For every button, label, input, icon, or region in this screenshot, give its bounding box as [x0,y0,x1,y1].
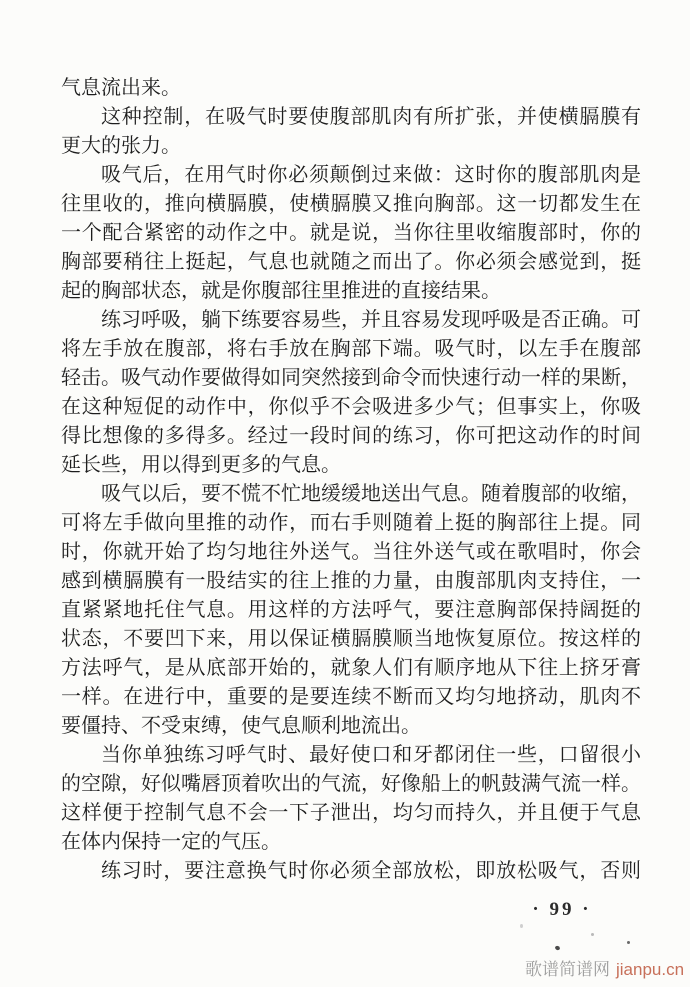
text-line: 吸气后，在用气时你必须颠倒过来做：这时你的腹部肌肉是 [101,164,641,186]
text-line: 直紧紧地托住气息。用这样的方法呼气，要注意胸部保持阔挺的 [61,599,641,621]
watermark-site-url: jianpu.cn [616,960,685,979]
page-text [61,74,641,886]
text-line: 将左手放在腹部，将右手放在胸部下端。吸气时，以左手在腹部 [61,338,641,360]
text-line: 在体内保持一定的气压。 [61,831,281,853]
text-line: 气息流出来。 [61,77,181,99]
text-line: 往里收的，推向横膈膜，使横膈膜又推向胸部。这一切都发生在 [61,193,641,215]
scan-speck [591,933,594,936]
text-line: 这种控制，在吸气时要使腹部肌肉有所扩张，并使横膈膜有 [101,106,641,128]
watermark-site-name: 歌谱简谱网 [525,960,610,979]
text-line: 时，你就开始了均匀地往外送气。当往外送气或在歌唱时，你会 [61,541,641,563]
text-line: 练习呼吸，躺下练要容易些，并且容易发现呼吸是否正确。可 [101,309,641,331]
text-line: 这样便于控制气息不会一下子泄出，均匀而持久，并且便于气息 [61,802,641,824]
text-line: 更大的张力。 [61,135,181,157]
text-line: 轻击。吸气动作要做得如同突然接到命令而快速行动一样的果断， [61,367,641,389]
text-line: 起的胸部状态，就是你腹部往里推进的直接结果。 [61,280,501,302]
text-line: 得比想像的多得多。经过一段时间的练习，你可把这动作的时间 [61,425,641,447]
text-line: 可将左手做向里推的动作，而右手则随着上挺的胸部往上提。同 [61,512,641,534]
text-line: 当你单独练习呼气时、最好使口和牙都闭住一些，口留很小 [101,744,641,766]
text-line: 一个配合紧密的动作之中。就是说，当你往里收缩腹部时，你的 [61,222,641,244]
text-line: 练习时，要注意换气时你必须全部放松，即放松吸气，否则 [101,860,641,882]
text-line: 感到横膈膜有一股结实的往上推的力量，由腹部肌肉支持住，一 [61,570,641,592]
scan-speck [627,941,630,944]
text-line: 方法呼气，是从底部开始的，就象人们有顺序地从下往上挤牙膏 [61,657,641,679]
scan-speck [554,945,560,951]
text-line: 胸部要稍往上挺起，气息也就随之而出了。你必须会感觉到，挺 [61,251,641,273]
text-line: 要僵持、不受束缚，使气息顺利地流出。 [61,715,421,737]
scan-speck [520,924,523,928]
text-line: 在这种短促的动作中，你似乎不会吸进多少气；但事实上，你吸 [61,396,641,418]
text-line: 一样。在进行中，重要的是要连续不断而又均匀地挤动，肌肉不 [61,686,641,708]
text-line: 的空隙，好似嘴唇顶着吹出的气流，好像船上的帆鼓满气流一样。 [61,773,641,795]
text-line: 延长些，用以得到更多的气息。 [61,454,341,476]
text-line: 吸气以后，要不慌不忙地缓缓地送出气息。随着腹部的收缩， [101,483,641,505]
watermark [525,955,684,980]
text-line: 状态，不要凹下来，用以保证横膈膜顺当地恢复原位。按这样的 [61,628,641,650]
page-number: · 99 · [532,899,592,920]
